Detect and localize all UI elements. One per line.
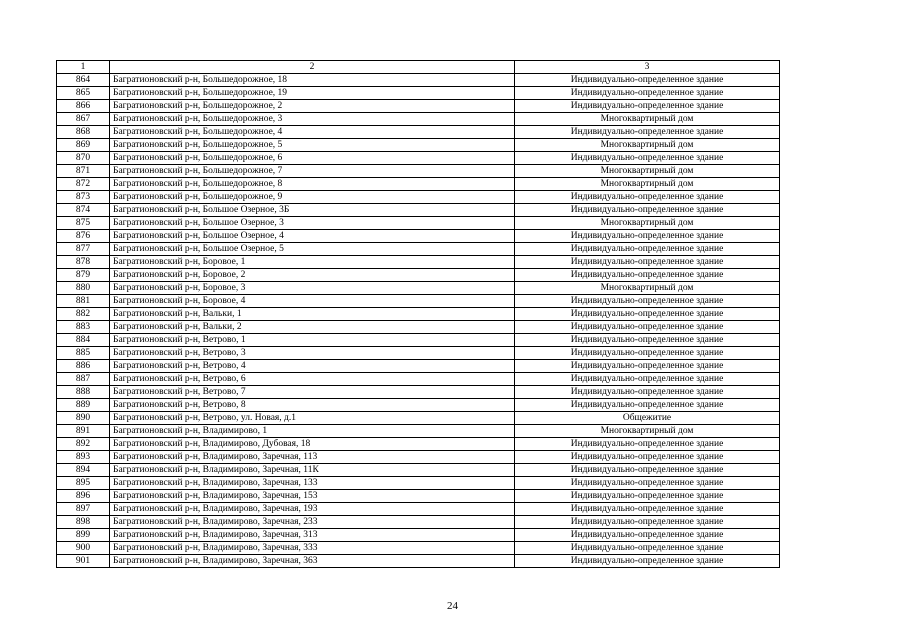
- row-address: Багратионовский р-н, Владимирово, Заречная, 133: [110, 477, 515, 490]
- table-row: [57, 425, 780, 438]
- row-address: Багратионовский р-н, Ветрово, 7: [110, 386, 515, 399]
- row-address: Багратионовский р-н, Ветрово, ул. Новая, д.1: [110, 412, 515, 425]
- row-address: Багратионовский р-н, Большое Озерное, 3: [110, 217, 515, 230]
- table-row: [57, 438, 780, 451]
- table-row: [57, 555, 780, 568]
- row-number: 875: [57, 217, 110, 230]
- table-row: [57, 386, 780, 399]
- row-object-type: Индивидуально-определенное здание: [515, 438, 780, 451]
- row-address: Багратионовский р-н, Большое Озерное, 5: [110, 243, 515, 256]
- table-row: [57, 74, 780, 87]
- table-row: [57, 542, 780, 555]
- row-object-type: Индивидуально-определенное здание: [515, 256, 780, 269]
- column-header-2: 2: [110, 61, 515, 74]
- table-row: [57, 334, 780, 347]
- row-object-type: Многоквартирный дом: [515, 425, 780, 438]
- row-object-type: Индивидуально-определенное здание: [515, 126, 780, 139]
- table-row: [57, 399, 780, 412]
- row-address: Багратионовский р-н, Владимирово, Заречная, 193: [110, 503, 515, 516]
- column-header-1: 1: [57, 61, 110, 74]
- row-number: 900: [57, 542, 110, 555]
- row-number: 883: [57, 321, 110, 334]
- row-object-type: Индивидуально-определенное здание: [515, 542, 780, 555]
- row-address: Багратионовский р-н, Боровое, 3: [110, 282, 515, 295]
- row-address: Багратионовский р-н, Большое Озерное, 4: [110, 230, 515, 243]
- row-address: Багратионовский р-н, Владимирово, Заречная, 363: [110, 555, 515, 568]
- row-object-type: Индивидуально-определенное здание: [515, 269, 780, 282]
- row-number: 873: [57, 191, 110, 204]
- row-object-type: Индивидуально-определенное здание: [515, 321, 780, 334]
- table-row: [57, 295, 780, 308]
- row-object-type: Общежитие: [515, 412, 780, 425]
- row-object-type: Индивидуально-определенное здание: [515, 308, 780, 321]
- row-number: 889: [57, 399, 110, 412]
- table-row: [57, 165, 780, 178]
- table-row: [57, 243, 780, 256]
- row-number: 892: [57, 438, 110, 451]
- row-object-type: Индивидуально-определенное здание: [515, 490, 780, 503]
- row-object-type: Индивидуально-определенное здание: [515, 74, 780, 87]
- row-number: 872: [57, 178, 110, 191]
- row-address: Багратионовский р-н, Владимирово, Заречная, 233: [110, 516, 515, 529]
- row-address: Багратионовский р-н, Боровое, 2: [110, 269, 515, 282]
- row-address: Багратионовский р-н, Владимирово, Заречная, 313: [110, 529, 515, 542]
- row-number: 901: [57, 555, 110, 568]
- row-number: 881: [57, 295, 110, 308]
- table-row: [57, 269, 780, 282]
- row-object-type: Индивидуально-определенное здание: [515, 347, 780, 360]
- row-address: Багратионовский р-н, Большедорожное, 8: [110, 178, 515, 191]
- row-number: 864: [57, 74, 110, 87]
- row-object-type: Индивидуально-определенное здание: [515, 204, 780, 217]
- row-address: Багратионовский р-н, Большедорожное, 5: [110, 139, 515, 152]
- table-row: [57, 178, 780, 191]
- row-object-type: Индивидуально-определенное здание: [515, 451, 780, 464]
- row-object-type: Индивидуально-определенное здание: [515, 191, 780, 204]
- row-number: 888: [57, 386, 110, 399]
- table-row: [57, 464, 780, 477]
- row-address: Багратионовский р-н, Боровое, 1: [110, 256, 515, 269]
- table-row: [57, 503, 780, 516]
- row-number: 899: [57, 529, 110, 542]
- row-address: Багратионовский р-н, Большедорожное, 4: [110, 126, 515, 139]
- row-object-type: Индивидуально-определенное здание: [515, 360, 780, 373]
- row-number: 885: [57, 347, 110, 360]
- page-number: 24: [447, 600, 458, 612]
- row-address: Багратионовский р-н, Владимирово, Заречная, 333: [110, 542, 515, 555]
- row-address: Багратионовский р-н, Ветрово, 4: [110, 360, 515, 373]
- row-object-type: Индивидуально-определенное здание: [515, 503, 780, 516]
- row-number: 890: [57, 412, 110, 425]
- row-address: Багратионовский р-н, Вальки, 1: [110, 308, 515, 321]
- table-row: [57, 412, 780, 425]
- registry-table-body: [57, 61, 780, 568]
- row-number: 868: [57, 126, 110, 139]
- row-number: 897: [57, 503, 110, 516]
- row-address: Багратионовский р-н, Вальки, 2: [110, 321, 515, 334]
- row-address: Багратионовский р-н, Большедорожное, 2: [110, 100, 515, 113]
- row-address: Багратионовский р-н, Владимирово, Дубовая, 18: [110, 438, 515, 451]
- table-row: [57, 204, 780, 217]
- table-row: [57, 451, 780, 464]
- row-number: 886: [57, 360, 110, 373]
- row-number: 867: [57, 113, 110, 126]
- row-address: Багратионовский р-н, Ветрово, 3: [110, 347, 515, 360]
- row-address: Багратионовский р-н, Большое Озерное, 3Б: [110, 204, 515, 217]
- row-object-type: Индивидуально-определенное здание: [515, 516, 780, 529]
- row-number: 898: [57, 516, 110, 529]
- row-number: 871: [57, 165, 110, 178]
- row-object-type: Индивидуально-определенное здание: [515, 295, 780, 308]
- table-row: [57, 100, 780, 113]
- row-number: 882: [57, 308, 110, 321]
- row-object-type: Индивидуально-определенное здание: [515, 334, 780, 347]
- row-address: Багратионовский р-н, Владимирово, 1: [110, 425, 515, 438]
- table-row: [57, 529, 780, 542]
- row-address: Багратионовский р-н, Большедорожное, 19: [110, 87, 515, 100]
- row-number: 869: [57, 139, 110, 152]
- row-object-type: Индивидуально-определенное здание: [515, 243, 780, 256]
- row-object-type: Многоквартирный дом: [515, 282, 780, 295]
- row-number: 896: [57, 490, 110, 503]
- row-object-type: Многоквартирный дом: [515, 113, 780, 126]
- row-address: Багратионовский р-н, Ветрово, 8: [110, 399, 515, 412]
- table-header-row: [57, 61, 780, 74]
- row-address: Багратионовский р-н, Большедорожное, 6: [110, 152, 515, 165]
- row-address: Багратионовский р-н, Владимирово, Заречная, 113: [110, 451, 515, 464]
- table-row: [57, 282, 780, 295]
- table-row: [57, 490, 780, 503]
- row-number: 876: [57, 230, 110, 243]
- row-address: Багратионовский р-н, Владимирово, Заречная, 11К: [110, 464, 515, 477]
- row-object-type: Индивидуально-определенное здание: [515, 399, 780, 412]
- table-row: [57, 217, 780, 230]
- table-row: [57, 321, 780, 334]
- row-number: 891: [57, 425, 110, 438]
- row-object-type: Индивидуально-определенное здание: [515, 555, 780, 568]
- table-row: [57, 87, 780, 100]
- table-row: [57, 308, 780, 321]
- row-number: 893: [57, 451, 110, 464]
- row-number: 895: [57, 477, 110, 490]
- table-row: [57, 373, 780, 386]
- row-object-type: Индивидуально-определенное здание: [515, 373, 780, 386]
- table-row: [57, 230, 780, 243]
- row-number: 877: [57, 243, 110, 256]
- table-row: [57, 256, 780, 269]
- table-row: [57, 347, 780, 360]
- row-object-type: Индивидуально-определенное здание: [515, 386, 780, 399]
- table-row: [57, 360, 780, 373]
- row-address: Багратионовский р-н, Большедорожное, 9: [110, 191, 515, 204]
- row-address: Багратионовский р-н, Ветрово, 6: [110, 373, 515, 386]
- row-object-type: Индивидуально-определенное здание: [515, 100, 780, 113]
- row-number: 884: [57, 334, 110, 347]
- row-address: Багратионовский р-н, Большедорожное, 18: [110, 74, 515, 87]
- row-object-type: Многоквартирный дом: [515, 139, 780, 152]
- table-row: [57, 139, 780, 152]
- row-number: 866: [57, 100, 110, 113]
- table-row: [57, 516, 780, 529]
- row-object-type: Индивидуально-определенное здание: [515, 477, 780, 490]
- row-object-type: Многоквартирный дом: [515, 165, 780, 178]
- row-object-type: Индивидуально-определенное здание: [515, 87, 780, 100]
- row-address: Багратионовский р-н, Большедорожное, 3: [110, 113, 515, 126]
- row-address: Багратионовский р-н, Боровое, 4: [110, 295, 515, 308]
- row-number: 887: [57, 373, 110, 386]
- table-row: [57, 113, 780, 126]
- row-object-type: Многоквартирный дом: [515, 178, 780, 191]
- table-row: [57, 477, 780, 490]
- registry-table: [56, 60, 780, 568]
- table-row: [57, 152, 780, 165]
- table-row: [57, 126, 780, 139]
- row-address: Багратионовский р-н, Ветрово, 1: [110, 334, 515, 347]
- row-number: 874: [57, 204, 110, 217]
- row-address: Багратионовский р-н, Владимирово, Заречная, 153: [110, 490, 515, 503]
- row-object-type: Многоквартирный дом: [515, 217, 780, 230]
- row-object-type: Индивидуально-определенное здание: [515, 152, 780, 165]
- row-number: 894: [57, 464, 110, 477]
- row-number: 870: [57, 152, 110, 165]
- table-row: [57, 191, 780, 204]
- row-number: 879: [57, 269, 110, 282]
- row-object-type: Индивидуально-определенное здание: [515, 230, 780, 243]
- column-header-3: 3: [515, 61, 780, 74]
- row-number: 880: [57, 282, 110, 295]
- row-address: Багратионовский р-н, Большедорожное, 7: [110, 165, 515, 178]
- row-number: 865: [57, 87, 110, 100]
- row-object-type: Индивидуально-определенное здание: [515, 529, 780, 542]
- row-object-type: Индивидуально-определенное здание: [515, 464, 780, 477]
- row-number: 878: [57, 256, 110, 269]
